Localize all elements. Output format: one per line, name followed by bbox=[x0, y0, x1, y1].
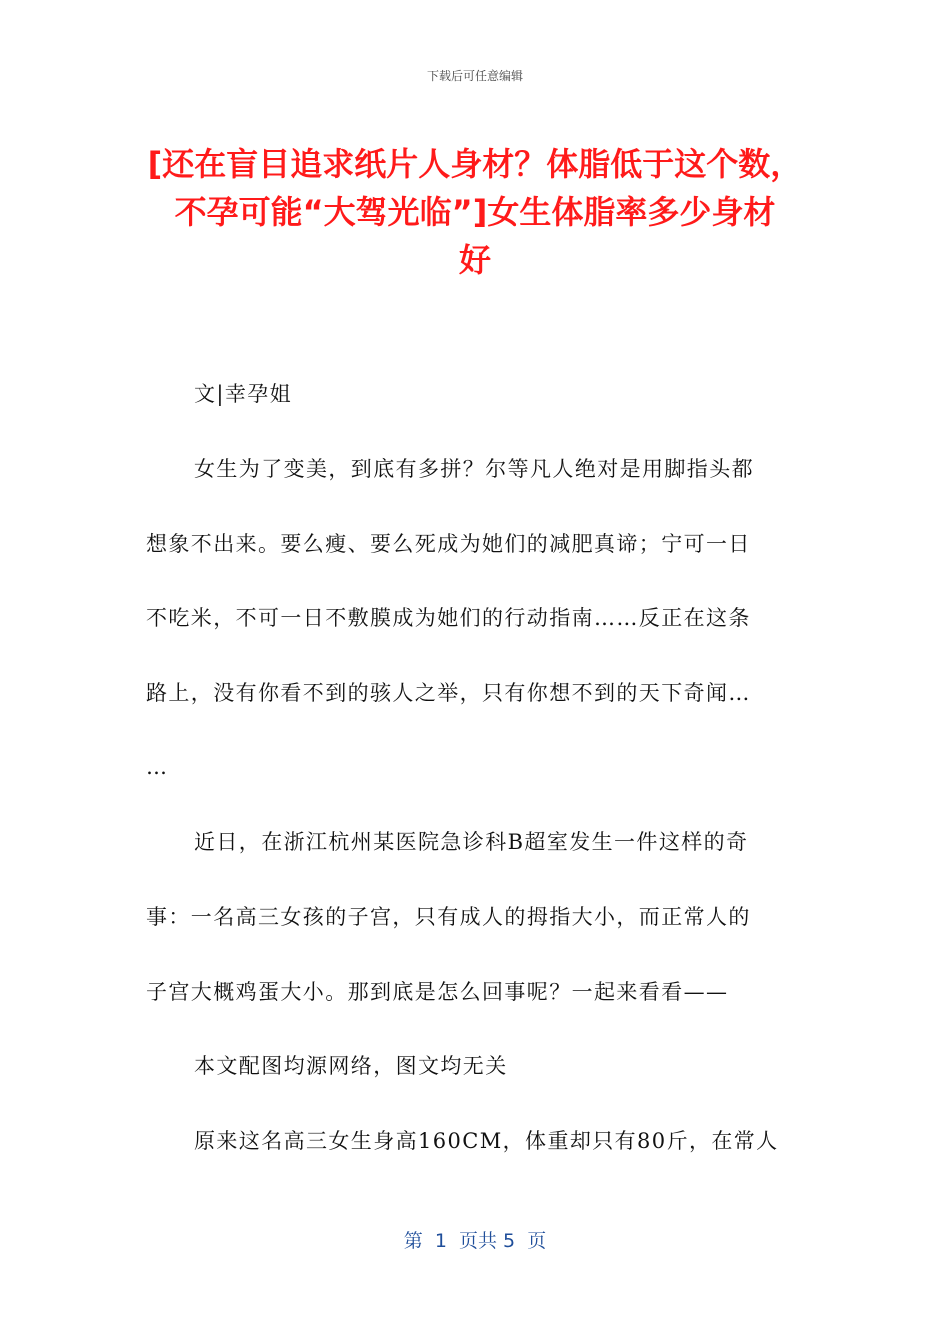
paragraph-1-line-3: 不吃米，不可一日不敷膜成为她们的行动指南……反正在这条 bbox=[146, 606, 751, 630]
title-line-1: [还在盲目追求纸片人身材？体脂低于这个数， bbox=[147, 145, 803, 183]
paragraph-1-line-5: … bbox=[146, 755, 169, 779]
author-line: 文|幸孕姐 bbox=[194, 382, 293, 406]
paragraph-1-line-4: 路上，没有你看不到的骇人之举，只有你想不到的天下奇闻… bbox=[146, 681, 751, 705]
document-title bbox=[120, 140, 830, 284]
image-note: 本文配图均源网络，图文均无关 bbox=[194, 1054, 508, 1078]
paragraph-1-line-2: 想象不出来。要么瘦、要么死成为她们的减肥真谛；宁可一日 bbox=[146, 532, 751, 556]
title-line-2: 不孕可能“大驾光临”]女生体脂率多少身材 bbox=[174, 193, 776, 231]
page-footer: 第 1 页共 5 页 bbox=[403, 1230, 547, 1252]
paragraph-1-line-1: 女生为了变美，到底有多拼？尔等凡人绝对是用脚指头都 bbox=[194, 457, 754, 481]
paragraph-2-line-1: 近日，在浙江杭州某医院急诊科B超室发生一件这样的奇 bbox=[194, 830, 749, 854]
header-note: 下载后可任意编辑 bbox=[426, 69, 523, 83]
paragraph-2-line-3: 子宫大概鸡蛋大小。那到底是怎么回事呢？一起来看看—— bbox=[146, 980, 729, 1004]
paragraph-2-line-2: 事：一名高三女孩的子宫，只有成人的拇指大小，而正常人的 bbox=[146, 905, 751, 929]
paragraph-3-line-1: 原来这名高三女生身高160CM，体重却只有80斤，在常人 bbox=[194, 1129, 779, 1153]
title-line-3: 好 bbox=[458, 241, 491, 279]
